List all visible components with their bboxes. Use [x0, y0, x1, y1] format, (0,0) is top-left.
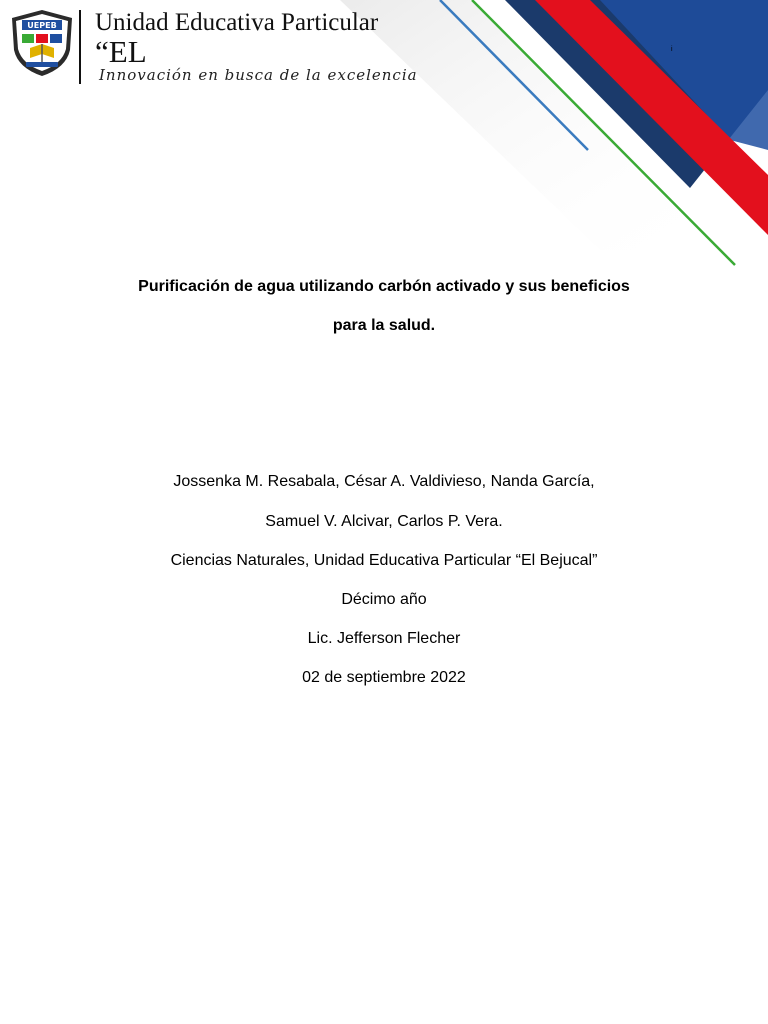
header-divider: [79, 10, 81, 84]
school-crest-logo: [8, 8, 76, 78]
authors-line-1: Jossenka M. Resabala, César A. Valdivieso, Nanda García,: [173, 473, 595, 490]
document-title-line-2: para la salud.: [332, 317, 436, 334]
date: 02 de septiembre 2022: [302, 669, 466, 686]
school-tagline: Innovación en busca de la excelencia: [99, 66, 418, 84]
affiliation: Ciencias Naturales, Unidad Educativa Particular “El Bejucal”: [170, 552, 598, 569]
document-title-line-1: Purificación de agua utilizando carbón activado y sus beneficios: [138, 278, 630, 295]
logo-lettering: UEPEB: [27, 21, 57, 30]
authors-line-2: Samuel V. Alcivar, Carlos P. Vera.: [265, 513, 503, 530]
page-number: i: [671, 46, 673, 53]
teacher: Lic. Jefferson Flecher: [307, 630, 461, 647]
school-short-name: “EL: [95, 34, 147, 69]
school-name: Unidad Educativa Particular: [95, 9, 379, 36]
grade: Décimo año: [341, 591, 427, 608]
